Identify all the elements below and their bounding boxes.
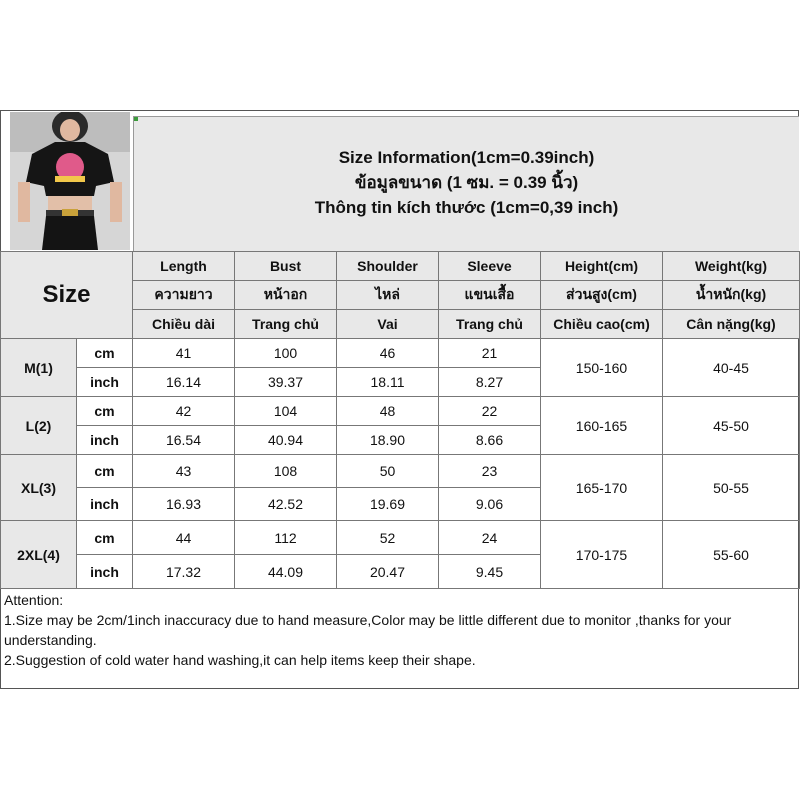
header-title-en: Size Information(1cm=0.39inch) xyxy=(338,148,595,167)
bust-cm: 104 xyxy=(235,397,337,426)
length-inch: 16.14 xyxy=(133,368,235,397)
col-header-length-vi: Chiều dài xyxy=(133,310,235,339)
length-cm: 41 xyxy=(133,339,235,368)
height-range: 160-165 xyxy=(541,397,663,455)
bust-inch: 42.52 xyxy=(235,488,337,521)
shoulder-cm: 50 xyxy=(337,455,439,488)
size-name: M(1) xyxy=(1,339,77,397)
product-photo xyxy=(10,112,130,250)
height-range: 170-175 xyxy=(541,521,663,589)
col-header-bust-th: หน้าอก xyxy=(235,281,337,310)
bust-cm: 100 xyxy=(235,339,337,368)
attention-title: Attention: xyxy=(4,592,64,608)
accent-marker xyxy=(134,117,138,121)
bust-inch: 44.09 xyxy=(235,555,337,589)
bust-cm: 108 xyxy=(235,455,337,488)
bust-cm: 112 xyxy=(235,521,337,555)
shoulder-inch: 18.11 xyxy=(337,368,439,397)
col-header-sleeve-th: แขนเสื้อ xyxy=(439,281,541,310)
col-header-height-vi: Chiều cao(cm) xyxy=(541,310,663,339)
shoulder-cm: 46 xyxy=(337,339,439,368)
length-inch: 16.54 xyxy=(133,426,235,455)
size-label: Size xyxy=(1,252,133,339)
sleeve-cm: 22 xyxy=(439,397,541,426)
col-header-weight-vi: Cân nặng(kg) xyxy=(663,310,800,339)
sleeve-inch: 8.27 xyxy=(439,368,541,397)
table-row xyxy=(1,397,800,426)
sleeve-inch: 9.45 xyxy=(439,555,541,589)
col-header-height-th: ส่วนสูง(cm) xyxy=(541,281,663,310)
size-table xyxy=(0,251,800,589)
unit-inch: inch xyxy=(77,368,133,397)
length-inch: 16.93 xyxy=(133,488,235,521)
shoulder-inch: 18.90 xyxy=(337,426,439,455)
shoulder-inch: 20.47 xyxy=(337,555,439,589)
col-header-shoulder-vi: Vai xyxy=(337,310,439,339)
sleeve-cm: 23 xyxy=(439,455,541,488)
length-cm: 44 xyxy=(133,521,235,555)
height-range: 165-170 xyxy=(541,455,663,521)
col-header-height: Height(cm) xyxy=(541,252,663,281)
table-row xyxy=(1,521,800,555)
col-header-shoulder-th: ไหล่ xyxy=(337,281,439,310)
header-title-vi: Thông tin kích thước (1cm=0,39 inch) xyxy=(314,198,619,217)
col-header-sleeve-vi: Trang chủ xyxy=(439,310,541,339)
size-information-header xyxy=(133,116,799,251)
size-name: XL(3) xyxy=(1,455,77,521)
sleeve-cm: 21 xyxy=(439,339,541,368)
bust-inch: 39.37 xyxy=(235,368,337,397)
col-header-length-th: ความยาว xyxy=(133,281,235,310)
attention-notes xyxy=(4,590,796,670)
size-name: 2XL(4) xyxy=(1,521,77,589)
unit-cm: cm xyxy=(77,339,133,368)
col-header-weight-th: น้ำหนัก(kg) xyxy=(663,281,800,310)
header-title-th: ข้อมูลขนาด (1 ซม. = 0.39 นิ้ว) xyxy=(354,173,579,192)
col-header-sleeve: Sleeve xyxy=(439,252,541,281)
shoulder-cm: 52 xyxy=(337,521,439,555)
size-name: L(2) xyxy=(1,397,77,455)
bust-inch: 40.94 xyxy=(235,426,337,455)
attention-note-1: 1.Size may be 2cm/1inch inaccuracy due to hand measure,Color may be little different due to monitor ,thanks for your understanding. xyxy=(4,612,732,648)
table-row xyxy=(1,339,800,368)
sleeve-inch: 8.66 xyxy=(439,426,541,455)
weight-range: 50-55 xyxy=(663,455,800,521)
col-header-bust: Bust xyxy=(235,252,337,281)
unit-cm: cm xyxy=(77,455,133,488)
length-inch: 17.32 xyxy=(133,555,235,589)
unit-inch: inch xyxy=(77,426,133,455)
unit-inch: inch xyxy=(77,555,133,589)
weight-range: 45-50 xyxy=(663,397,800,455)
sleeve-cm: 24 xyxy=(439,521,541,555)
length-cm: 42 xyxy=(133,397,235,426)
unit-cm: cm xyxy=(77,521,133,555)
table-row xyxy=(1,455,800,488)
col-header-shoulder: Shoulder xyxy=(337,252,439,281)
unit-inch: inch xyxy=(77,488,133,521)
length-cm: 43 xyxy=(133,455,235,488)
col-header-bust-vi: Trang chủ xyxy=(235,310,337,339)
model-photo-illustration xyxy=(10,112,130,250)
col-header-length: Length xyxy=(133,252,235,281)
shoulder-inch: 19.69 xyxy=(337,488,439,521)
weight-range: 40-45 xyxy=(663,339,800,397)
shoulder-cm: 48 xyxy=(337,397,439,426)
weight-range: 55-60 xyxy=(663,521,800,589)
sleeve-inch: 9.06 xyxy=(439,488,541,521)
unit-cm: cm xyxy=(77,397,133,426)
attention-note-2: 2.Suggestion of cold water hand washing,it can help items keep their shape. xyxy=(4,652,476,668)
height-range: 150-160 xyxy=(541,339,663,397)
col-header-weight: Weight(kg) xyxy=(663,252,800,281)
